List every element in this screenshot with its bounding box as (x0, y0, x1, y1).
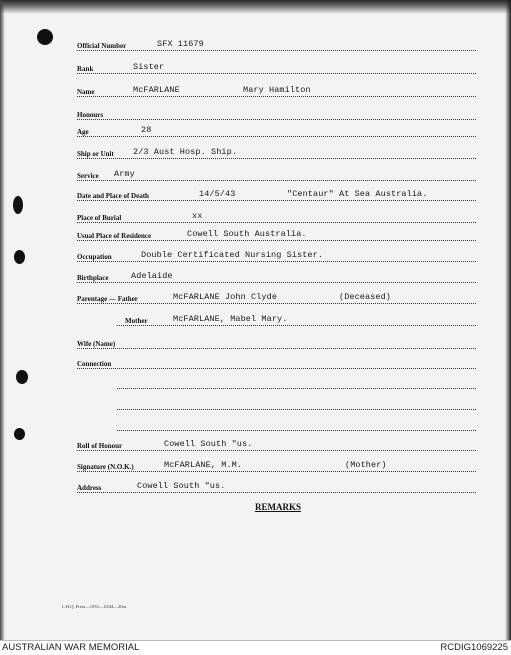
footer-institution: AUSTRALIAN WAR MEMORIAL (2, 642, 140, 653)
value-relation: (Mother) (345, 460, 387, 470)
label-parentage-father: Parentage — Father (77, 295, 138, 303)
label-age: Age (77, 128, 89, 136)
label-name: Name (77, 88, 95, 96)
field-address (77, 480, 476, 494)
value-death-place: "Centaur" At Sea Australia. (287, 189, 428, 199)
label-wife: Wife (Name) (77, 340, 116, 348)
value-surname: McFARLANE (133, 85, 180, 95)
field-rank (77, 61, 476, 75)
scan-edge-right (505, 0, 511, 640)
value-birthplace: Adelaide (131, 271, 173, 281)
remarks-heading: REMARKS (255, 502, 302, 512)
label-mother: Mother (125, 317, 148, 325)
field-wife (77, 336, 476, 350)
field-name (77, 84, 476, 98)
connection-line (117, 418, 476, 432)
field-father (77, 291, 476, 305)
value-official-number: SFX 11679 (157, 39, 204, 49)
value-service: Army (114, 169, 135, 179)
value-rank: Sister (133, 62, 165, 72)
punch-hole (14, 428, 25, 440)
field-age (77, 124, 476, 138)
label-occupation: Occupation (77, 253, 112, 261)
punch-hole (13, 196, 23, 214)
label-unit: Ship or Unit (77, 150, 114, 158)
field-residence (77, 228, 476, 242)
value-age: 28 (141, 125, 152, 135)
punch-hole (14, 250, 25, 264)
value-mother: McFARLANE, Mabel Mary. (173, 314, 288, 324)
label-signature: Signature (N.O.K.) (77, 463, 134, 471)
label-official-number: Official Number (77, 42, 127, 50)
label-burial: Place of Burial (77, 214, 122, 222)
value-burial: xx (192, 211, 203, 221)
printer-imprint: L.H.Q. Press—1935—10/44—20m. (62, 604, 128, 609)
value-signature: McFARLANE, M.M. (164, 460, 243, 470)
connection-line (117, 376, 476, 390)
label-roll-of-honour: Roll of Honour (77, 442, 123, 450)
field-official-number (77, 38, 476, 52)
field-occupation (77, 249, 476, 263)
field-burial (77, 210, 476, 224)
field-roll-of-honour (77, 438, 476, 452)
label-service: Service (77, 172, 99, 180)
field-birthplace (77, 270, 476, 284)
field-connection (77, 356, 476, 370)
label-residence: Usual Place of Residence (77, 232, 152, 240)
value-death-date: 14/5/43 (199, 189, 236, 199)
field-service (77, 168, 476, 182)
value-father: McFARLANE John Clyde (173, 292, 278, 302)
label-honours: Honours (77, 111, 104, 119)
value-unit: 2/3 Aust Hosp. Ship. (133, 147, 238, 157)
label-rank: Rank (77, 65, 94, 73)
archive-footer (0, 640, 511, 655)
connection-line (117, 397, 476, 411)
value-address: Cowell South "us. (137, 481, 226, 491)
punch-hole (37, 29, 53, 45)
value-father-note: (Deceased) (339, 292, 392, 302)
label-birthplace: Birthplace (77, 274, 109, 282)
field-mother (77, 313, 476, 327)
label-connection: Connection (77, 360, 112, 368)
value-residence: Cowell South Australia. (187, 229, 307, 239)
scan-edge-top (0, 0, 511, 14)
field-signature (77, 459, 476, 473)
field-honours (77, 107, 476, 121)
footer-record-id: RCDIG1069225 (440, 642, 508, 653)
label-death: Date and Place of Death (77, 192, 149, 200)
value-occupation: Double Certificated Nursing Sister. (141, 250, 324, 260)
field-unit (77, 146, 476, 160)
value-roll-of-honour: Cowell South "us. (164, 439, 253, 449)
value-given-names: Mary Hamilton (243, 85, 311, 95)
scan-edge-left (0, 0, 5, 640)
punch-hole (16, 370, 28, 384)
field-death (77, 188, 476, 202)
label-address: Address (77, 484, 102, 492)
